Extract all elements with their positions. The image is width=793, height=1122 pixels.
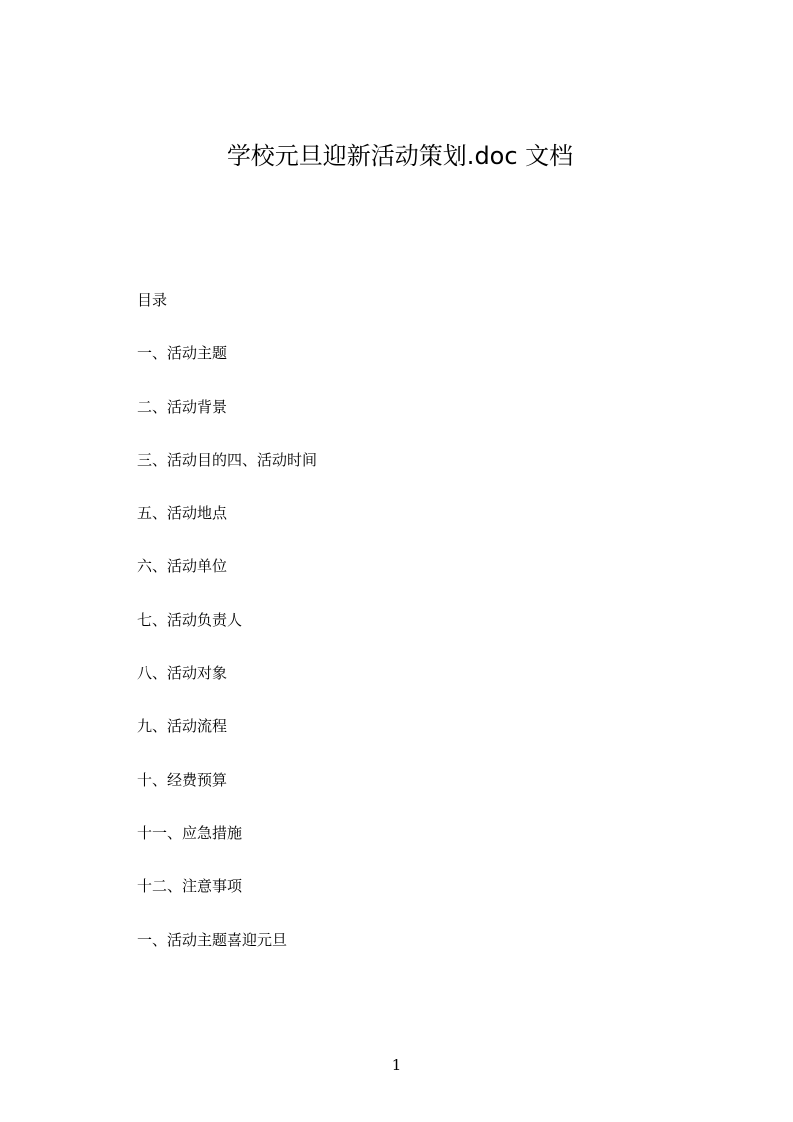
toc-item-emergency-measures: 十一、应急措施 [137, 823, 243, 842]
toc-item-activity-purpose-and-time: 三、活动目的四、活动时间 [137, 450, 318, 469]
toc-item-budget: 十、经费预算 [137, 770, 228, 789]
toc-heading: 目录 [137, 291, 168, 309]
toc-item-activity-process: 九、活动流程 [137, 717, 228, 736]
toc-item-activity-leader: 七、活动负责人 [137, 610, 243, 629]
document-title: 学校元旦迎新活动策划.doc 文档 [226, 142, 574, 170]
toc-item-activity-background: 二、活动背景 [137, 397, 228, 416]
toc-item-activity-participants: 八、活动对象 [137, 664, 228, 683]
table-of-contents [137, 289, 657, 982]
section-heading-activity-theme: 一、活动主题喜迎元旦 [137, 930, 288, 949]
toc-item-activity-theme: 一、活动主题 [137, 344, 228, 363]
toc-item-activity-organizer: 六、活动单位 [137, 557, 228, 576]
toc-item-activity-location: 五、活动地点 [137, 504, 228, 523]
page-number: 1 [391, 1056, 402, 1074]
toc-item-precautions: 十二、注意事项 [137, 877, 243, 896]
